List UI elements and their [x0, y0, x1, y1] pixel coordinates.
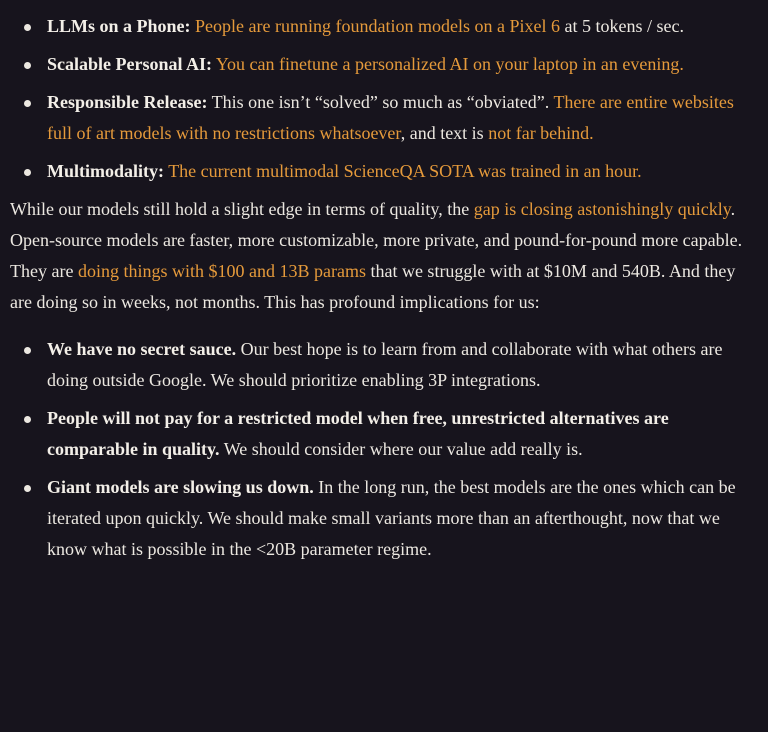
para-text: . Open-source models are faster, more customizable, more private, and pound-for-pound more capable. They are	[10, 199, 743, 281]
item-heading: Multimodality:	[47, 161, 164, 181]
hundred-dollar-link[interactable]: doing things with $100 and 13B params	[77, 261, 366, 281]
list-item-llms-on-phone	[10, 11, 754, 42]
item-text: We should consider where our value add really is.	[219, 439, 583, 459]
list-item-restricted-model	[10, 403, 754, 465]
list-item-multimodality	[10, 156, 754, 187]
item-text: , and text is	[400, 123, 489, 143]
item-heading: We have no secret sauce.	[47, 339, 237, 359]
scienceqa-link[interactable]: The current multimodal ScienceQA SOTA was trained in an hour.	[168, 161, 642, 181]
item-text: This one isn’t “solved” so much as “obviated”.	[207, 92, 554, 112]
item-text: Our best hope is to learn from and collaborate with what others are doing outside Google. We should prioritize enabling 3P integrations.	[47, 339, 723, 390]
para-text: While our models still hold a slight edge in terms of quality, the	[10, 199, 474, 219]
art-models-link[interactable]: There are entire websites full of art models with no restrictions whatsoever	[47, 92, 734, 143]
item-heading: Giant models are slowing us down.	[47, 477, 314, 497]
para-text: that we struggle with at $10M and 540B. And they are doing so in weeks, not months. This has profound implications for us:	[10, 261, 736, 312]
item-heading: People will not pay for a restricted model when free, unrestricted alternatives are comparable in quality.	[47, 408, 669, 459]
item-text: In the long run, the best models are the ones which can be iterated upon quickly. We should make small variants more than an afterthought, now that we know what is possible in the <20B parameter regime.	[47, 477, 736, 559]
item-heading: Scalable Personal AI:	[47, 54, 212, 74]
item-heading: Responsible Release:	[47, 92, 208, 112]
finetune-link[interactable]: You can finetune a personalized AI on your laptop in an evening.	[215, 54, 684, 74]
gap-closing-link[interactable]: gap is closing astonishingly quickly	[473, 199, 731, 219]
list-item-no-secret-sauce	[10, 334, 754, 396]
list-item-responsible-release	[10, 87, 754, 149]
pixel6-link[interactable]: People are running foundation models on a Pixel 6	[195, 16, 560, 36]
not-far-behind-link[interactable]: not far behind.	[488, 123, 594, 143]
list-item-giant-models	[10, 472, 754, 565]
list-item-personal-ai	[10, 49, 754, 80]
implications-list	[10, 334, 754, 565]
item-text: at 5 tokens / sec.	[559, 16, 684, 36]
item-heading: LLMs on a Phone:	[47, 16, 191, 36]
capabilities-list	[10, 0, 754, 187]
summary-paragraph	[10, 194, 754, 318]
